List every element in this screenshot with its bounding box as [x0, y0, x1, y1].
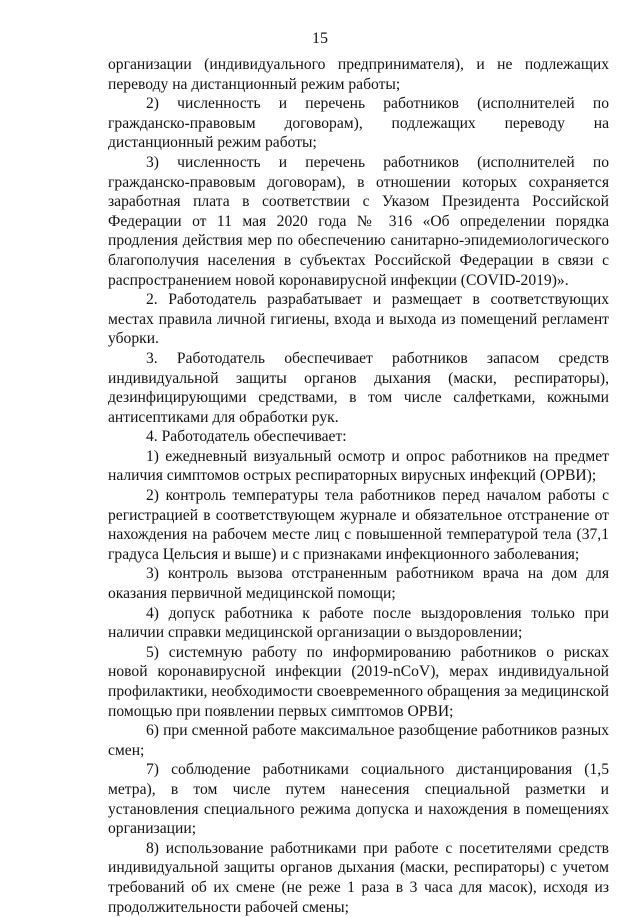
paragraph-subitem-1: 1) ежедневный визуальный осмотр и опрос работников на предмет наличия симптомов острых респираторных вирусных инфекций (ОРВИ);: [108, 447, 609, 485]
paragraph-subitem-4: 4) допуск работника к работе после выздоровления только при наличии справки медицинской организации о выздоровлении;: [108, 604, 609, 642]
paragraph-clause-2: 2. Работодатель разрабатывает и размещает в соответствующих местах правила личной гигиены, входа и выхода из помещений регламент уборки.: [108, 291, 609, 348]
paragraph-item-2: 2) численность и перечень работников (исполнителей по гражданско-правовым договорам), подлежащих переводу на дистанционный режим работы;: [108, 95, 609, 152]
page-number: 15: [312, 30, 328, 47]
paragraph-clause-4: 4. Работодатель обеспечивает:: [146, 428, 347, 446]
paragraph-subitem-8: 8) использование работниками при работе с посетителями средств индивидуальной защиты органов дыхания (маски, респираторы) с учетом требований об их смене (не реже 1 раза в 3 часа для масок), исходя из продолжительности рабочей смены;: [108, 839, 609, 916]
paragraph-subitem-5: 5) системную работу по информированию работников о рисках новой коронавирусной инфекции (2019-nCoV), мерах индивидуальной профилактики, необходимости своевременного обращения за медицинской помощью при появлении первых симптомов ОРВИ;: [108, 643, 609, 720]
paragraph-continuation: организации (индивидуального предпринимателя), и не подлежащих переводу на дистанционный режим работы;: [108, 56, 609, 93]
paragraph-item-3: 3) численность и перечень работников (исполнителей по гражданско-правовым договорам), в отношении которых сохраняется заработная плата в соответствии с Указом Президента Российской Федерации от 11 мая 2020 года № 316 «Об определении порядка продления действия мер по обеспечению санитарно-эпидемиологического благополучия населения в субъектах Российской Федерации в связи с распространением новой коронавирусной инфекции (COVID-2019)».: [108, 153, 609, 289]
paragraph-clause-3: 3. Работодатель обеспечивает работников запасом средств индивидуальной защиты органов дыхания (маски, респираторы), дезинфицирующими средствами, в том числе салфетками, кожными антисептиками для обработки рук.: [108, 349, 609, 426]
paragraph-subitem-6: 6) при сменной работе максимальное разобщение работников разных смен;: [108, 722, 609, 759]
document-body: [108, 55, 609, 917]
paragraph-subitem-7: 7) соблюдение работниками социального дистанцирования (1,5 метра), в том числе путем нанесения специальной разметки и установления специального режима допуска и нахождения в помещениях организации;: [108, 761, 609, 838]
paragraph-subitem-3: 3) контроль вызова отстраненным работником врача на дом для оказания первичной медицинской помощи;: [108, 565, 609, 603]
paragraph-subitem-2: 2) контроль температуры тела работников перед началом работы с регистрацией в соответствующем журнале и обязательное отстранение от нахождения на рабочем месте лиц с повышенной температурой тела (37,1 градуса Цельсия и выше) и с признаками инфекционного заболевания;: [108, 487, 609, 563]
